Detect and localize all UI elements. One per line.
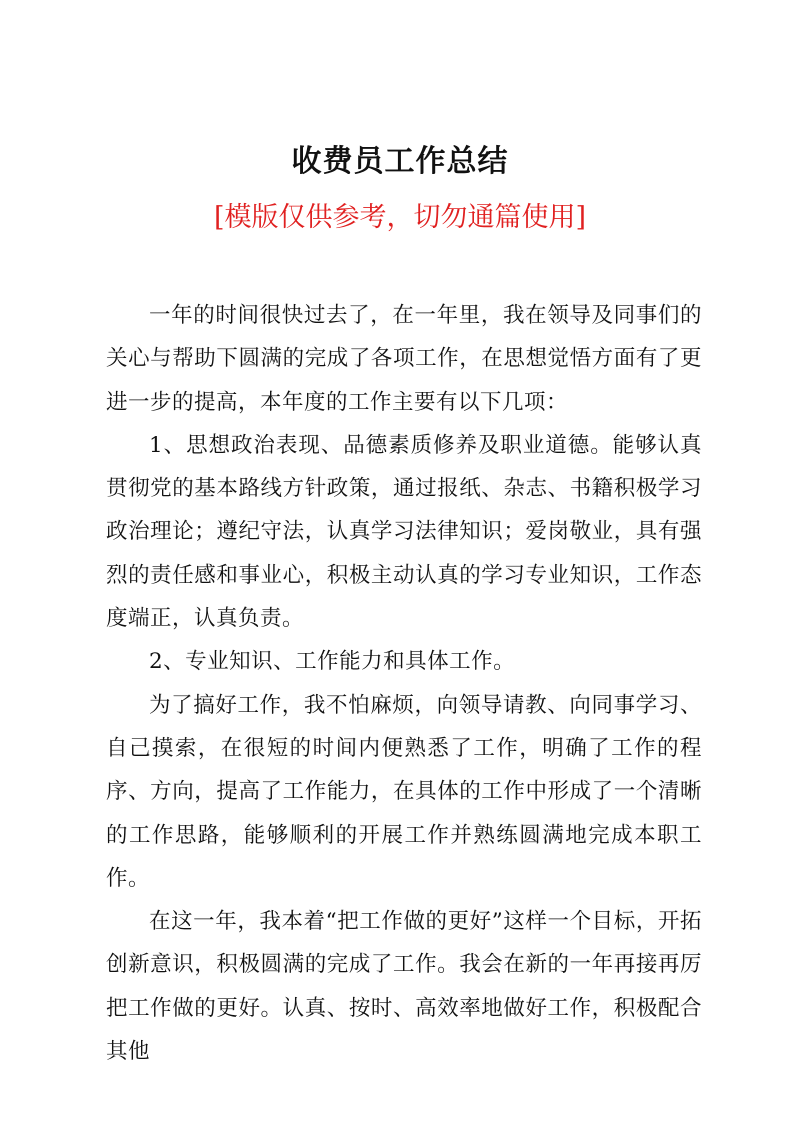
paragraph-section-1: 1、思想政治表现、品德素质修养及职业道德。能够认真贯彻党的基本路线方针政策，通过报纸、杂志、书籍积极学习政治理论；遵纪守法，认真学习法律知识；爱岗敬业，具有强烈的责任感和事业心，积极主动认真的学习专业知识，工作态度端正，认真负责。 [106,432,702,632]
document-title: 收费员工作总结 [291,144,509,179]
document-body [106,294,702,1073]
template-notice: [模版仅供参考，切勿通篇使用] [213,202,587,233]
paragraph-section-2-heading: 2、专业知识、工作能力和具体工作。 [149,649,516,675]
paragraph-goals: 在这一年，我本着“把工作做的更好”这样一个目标，开拓创新意识，积极圆满的完成了工作。我会在新的一年再接再厉把工作做的更好。认真、按时、高效率地做好工作，积极配合其他 [106,909,702,1065]
paragraph-intro: 一年的时间很快过去了，在一年里，我在领导及同事们的关心与帮助下圆满的完成了各项工作，在思想觉悟方面有了更进一步的提高，本年度的工作主要有以下几项： [106,303,702,415]
paragraph-section-2-body: 为了搞好工作，我不怕麻烦，向领导请教、向同事学习、自己摸索，在很短的时间内便熟悉了工作，明确了工作的程序、方向，提高了工作能力，在具体的工作中形成了一个清晰的工作思路，能够顺利的开展工作并熟练圆满地完成本职工作。 [106,692,702,891]
